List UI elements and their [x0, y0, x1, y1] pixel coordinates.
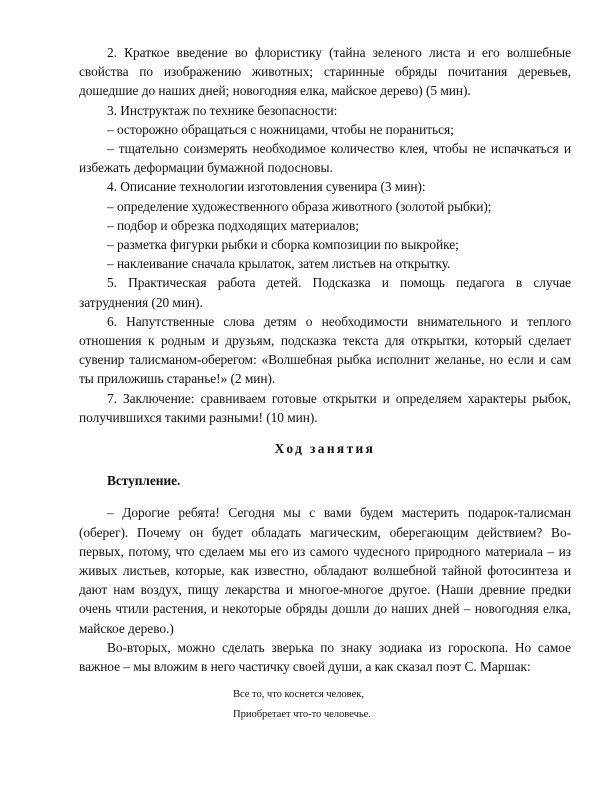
safety-item: – тщательно соизмерять необходимое количество клея, чтобы не испачкаться и избежать деформации бумажной подосновы. [79, 141, 571, 176]
technology-item: – подбор и обрезка подходящих материалов; [107, 217, 359, 233]
technology-item: – наклеивание сначала крылаток, затем листьев на открытку. [107, 256, 451, 272]
step-6-paragraph: 6. Напутственные слова детям о необходимости внимательного и теплого отношения к родным и друзьям, подсказка текста для открытки, который сделает сувенир талисманом-оберегом: «Волшебная рыбка исполнит желанье, но если и сам ты приложишь старанье!» (2 мин). [79, 313, 571, 387]
poem-quote [233, 685, 571, 725]
subheading: Вступление. [107, 473, 181, 489]
technology-item: – разметка фигурки рыбки и сборка композиции по выкройке; [107, 237, 459, 253]
step-2-paragraph: 2. Краткое введение во флористику (тайна зеленого листа и его волшебные свойства по изображению животных; старинные обряды почитания деревьев, дошедшие до наших дней; новогодняя елка, майское дерево) (5 мин). [79, 45, 571, 99]
step-3-paragraph: 3. Инструктаж по технике безопасности: [107, 102, 338, 118]
body-paragraph: – Дорогие ребята! Сегодня мы с вами будем мастерить подарок-талисман (оберег). Почему он будет обладать магическим, оберегающим действием? Во-первых, потому, что сделаем мы его из самого чудесного природного материала – из живых листьев, которые, как известно, обладают волшебной тайной фотосинтеза и дают нам воздух, пищу лекарства и многое-многое другое. (Наши древние предки очень чтили растения, и некоторые обряды дошли до наших дней – новогодняя елка, майское дерево.) [79, 505, 571, 636]
poem-line: Приобретает что-то человечье. [233, 709, 371, 721]
step-7-paragraph: 7. Заключение: сравниваем готовые открытки и определяем характеры рыбок, получившихся такими разными! (10 мин). [79, 390, 571, 425]
poem-line: Все то, что коснется человек, [233, 689, 364, 701]
step-4-paragraph: 4. Описание технологии изготовления сувенира (3 мин): [107, 179, 426, 195]
section-heading: Ход занятия [274, 441, 376, 457]
body-paragraph: Во-вторых, можно сделать зверька по знаку зодиака из гороскопа. Но самое важное – мы вложим в него частичку своей души, а как сказал поэт С. Маршак: [79, 639, 571, 675]
technology-item: – определение художественного образа животного (золотой рыбки); [107, 198, 492, 214]
step-5-paragraph: 5. Практическая работа детей. Подсказка и помощь педагога в случае затруднения (20 мин). [79, 275, 571, 310]
safety-item: – осторожно обращаться с ножницами, чтобы не пораниться; [107, 121, 454, 137]
document-body [79, 43, 571, 725]
